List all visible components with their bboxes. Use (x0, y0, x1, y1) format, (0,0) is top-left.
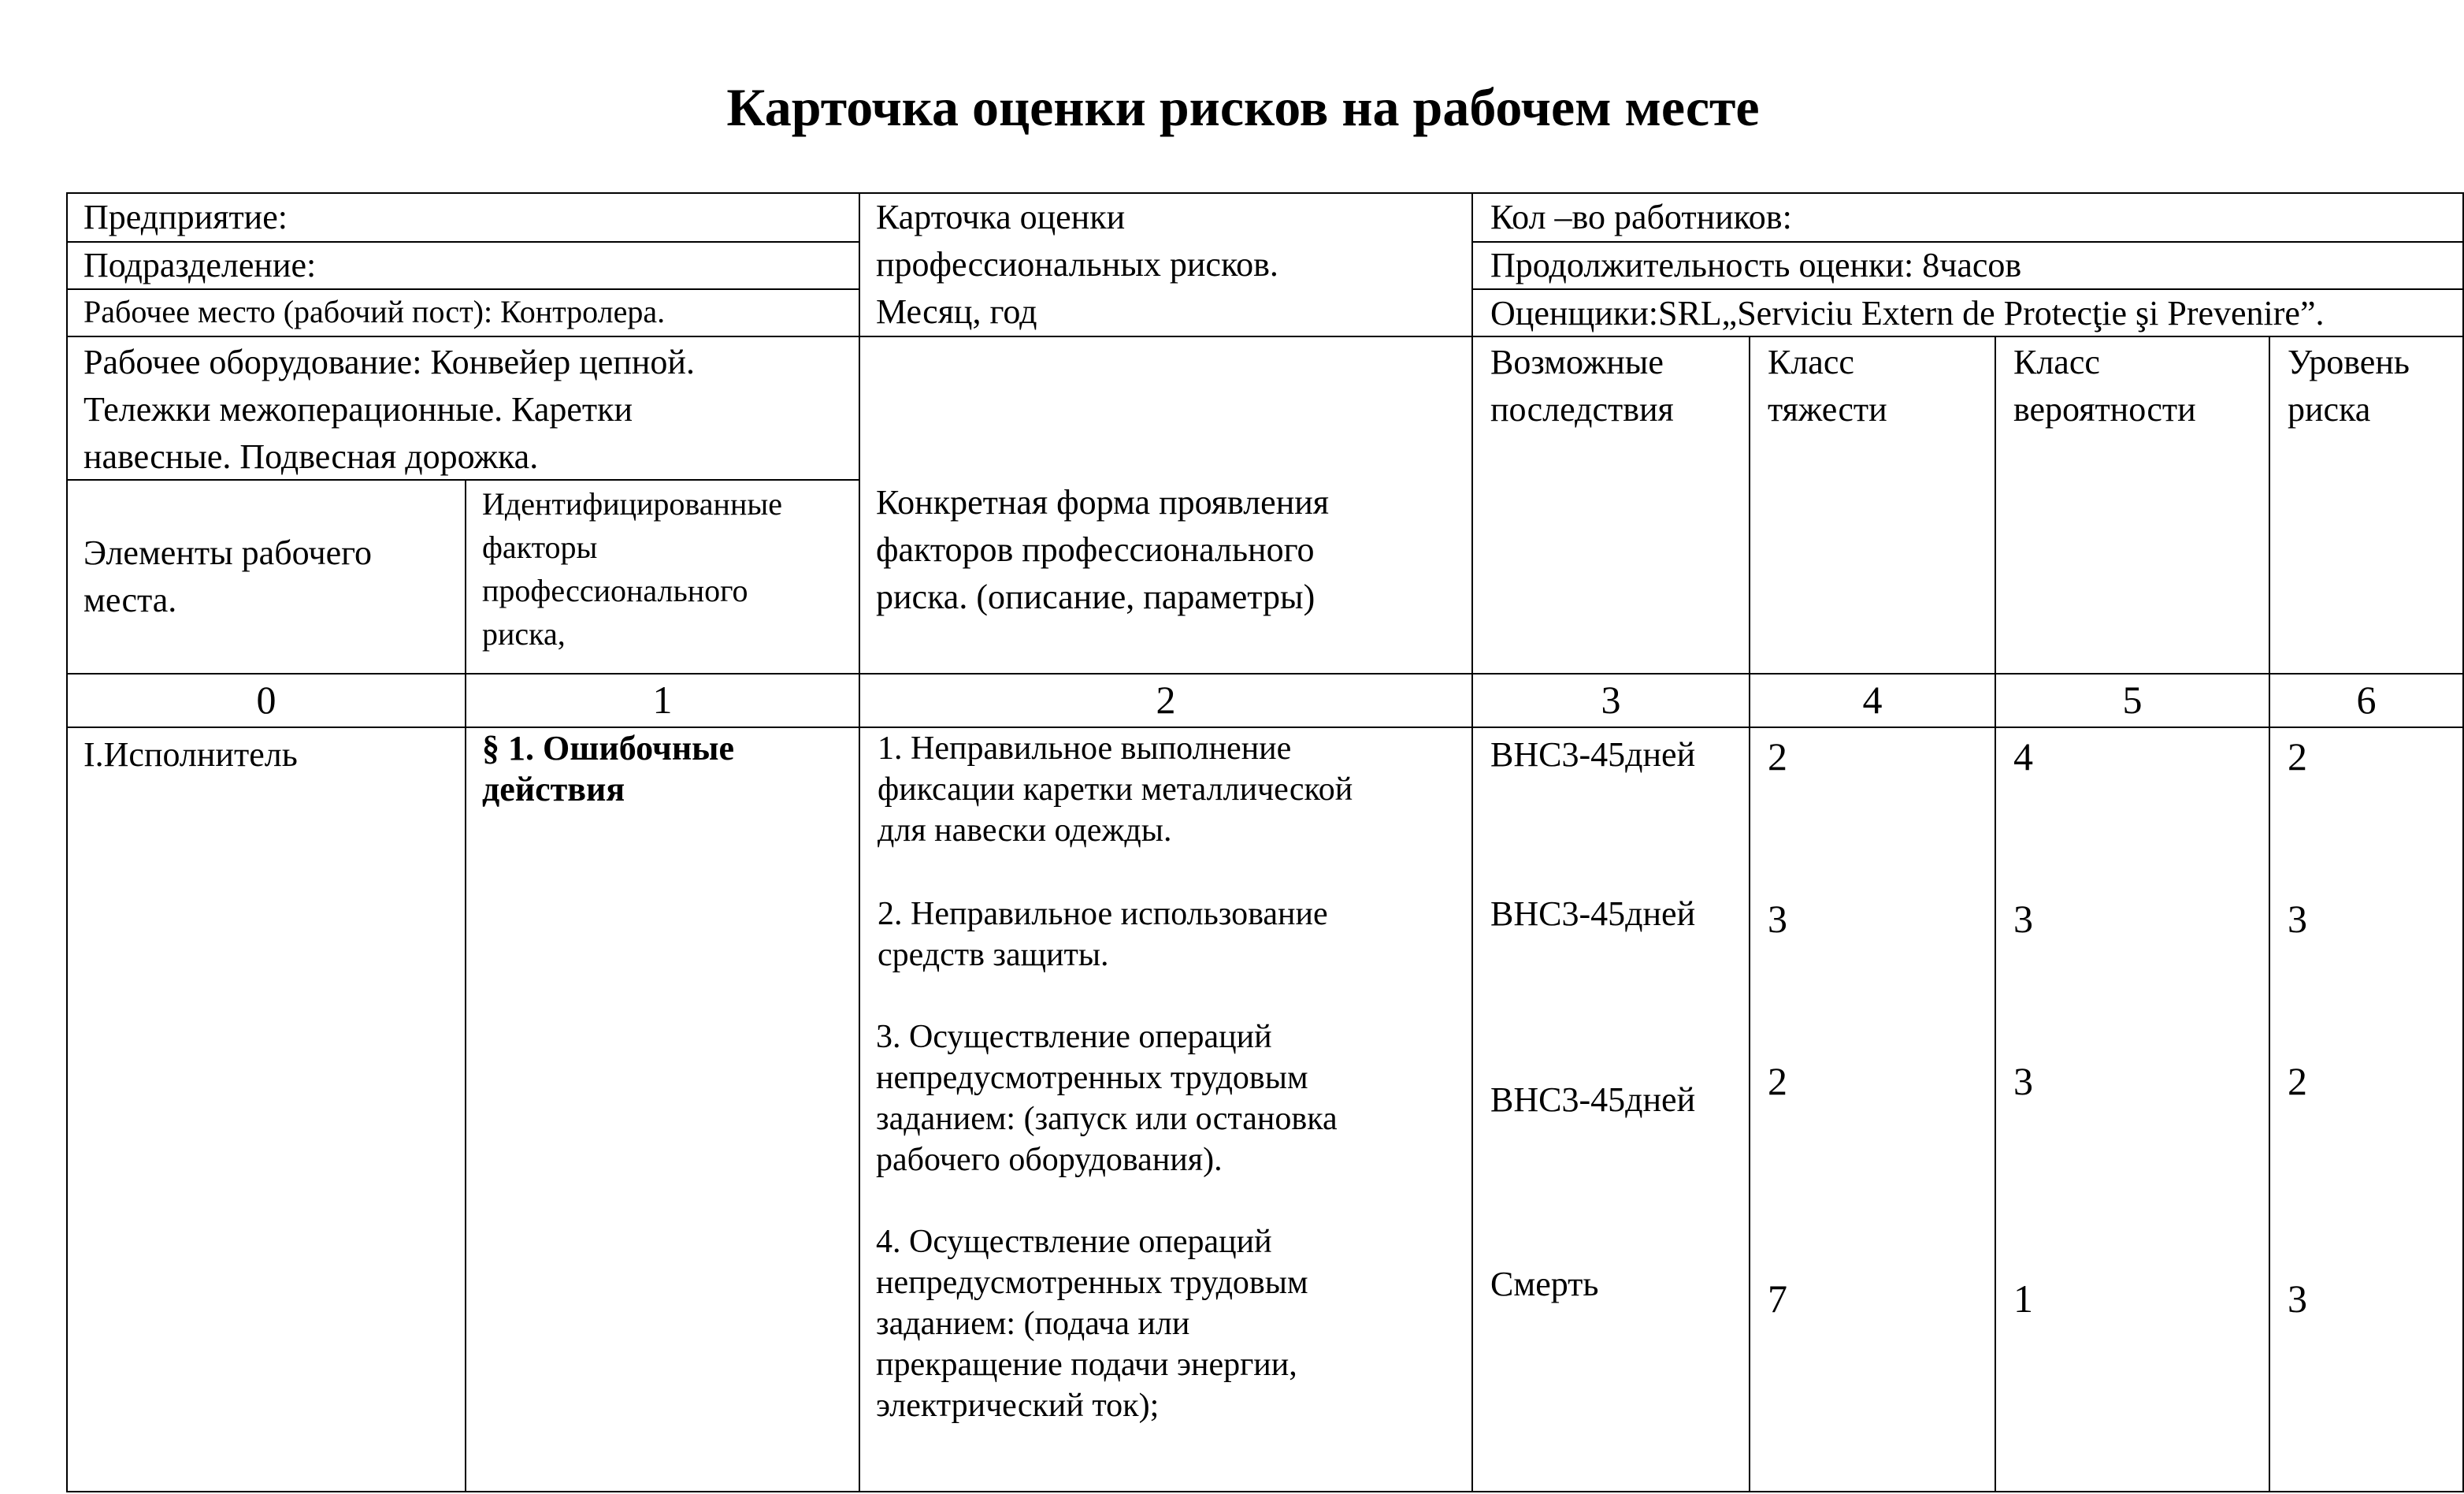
risk-consequence: ВНС3-45дней (1490, 1080, 1696, 1119)
column-number: 6 (2356, 678, 2377, 722)
risk-consequence: ВНС3-45дней (1490, 735, 1696, 774)
risk-description: 1. Неправильное выполнение фиксации каретки металлической для навески одежды. (878, 730, 1353, 849)
column-header-severity: Класс тяжести (1768, 343, 1887, 429)
risk-level-value: 2 (2288, 734, 2307, 779)
workplace-label: Рабочее место (рабочий пост): Контролера. (83, 294, 666, 329)
column-number: 0 (256, 678, 276, 722)
column-header-consequences: Возможные последствия (1490, 343, 1674, 429)
table-divider (2269, 336, 2270, 1492)
risk-level-value: 3 (2288, 1277, 2307, 1321)
severity-value: 7 (1768, 1277, 1787, 1321)
severity-value: 2 (1768, 1059, 1787, 1103)
risk-level-value: 3 (2288, 897, 2307, 941)
risk-consequence: Смерть (1490, 1265, 1599, 1303)
column-header-probability: Класс вероятности (2013, 343, 2196, 429)
risk-description: 4. Осуществление операций непредусмотренных трудовым заданием: (подача или прекращение подачи энергии, электрический ток); (876, 1224, 1308, 1424)
table-divider (1995, 336, 1996, 1492)
column-number: 3 (1601, 678, 1621, 722)
table-border-bottom (66, 1491, 2464, 1492)
factor-cell: § 1. Ошибочные действия (482, 729, 735, 808)
risk-description: 2. Неправильное использование средств защиты. (878, 896, 1328, 973)
table-divider (465, 479, 466, 1492)
page-title: Карточка оценки рисков на рабочем месте (726, 77, 1760, 137)
element-cell: I.Исполнитель (83, 735, 298, 774)
column-number: 1 (652, 678, 673, 722)
column-header-level: Уровень риска (2288, 343, 2410, 429)
risk-level-value: 2 (2288, 1059, 2307, 1103)
table-border-left (66, 192, 68, 1492)
column-number: 4 (1862, 678, 1883, 722)
column-number: 5 (2122, 678, 2143, 722)
severity-value: 2 (1768, 734, 1787, 779)
table-divider (1749, 336, 1750, 1492)
workers-count: Кол –во работников: (1490, 198, 1792, 236)
risk-consequence: ВНС3-45дней (1490, 894, 1696, 933)
assessors: Оценщики:SRL„Serviciu Extern de Protecţie şi Prevenire”. (1490, 294, 2325, 333)
department-label: Подразделение: (83, 246, 317, 284)
probability-value: 4 (2013, 734, 2033, 779)
risk-description: 3. Осуществление операций непредусмотренных трудовым заданием: (запуск или остановка рабочего оборудования). (876, 1019, 1338, 1178)
severity-value: 3 (1768, 897, 1787, 941)
table-divider (1471, 192, 1473, 1492)
column-header-elements: Элементы рабочего места. (83, 533, 373, 619)
assessment-duration: Продолжительность оценки: 8часов (1490, 246, 2022, 284)
column-header-factors: Идентифицированные факторы профессионального риска, (482, 486, 782, 652)
column-header-form: Конкретная форма проявления факторов профессионального риска. (описание, параметры) (876, 483, 1330, 616)
probability-value: 3 (2013, 897, 2033, 941)
equipment-label: Рабочее оборудование: Конвейер цепной. Тележки межоперационные. Каретки навесные. Подвесная дорожка. (83, 343, 695, 476)
probability-value: 1 (2013, 1277, 2033, 1321)
column-number: 2 (1156, 678, 1176, 722)
table-divider (66, 673, 2464, 675)
card-title: Карточка оценки профессиональных рисков. Месяц, год (876, 198, 1278, 331)
enterprise-label: Предприятие: (83, 198, 288, 236)
probability-value: 3 (2013, 1059, 2033, 1103)
table-divider (859, 192, 860, 1492)
